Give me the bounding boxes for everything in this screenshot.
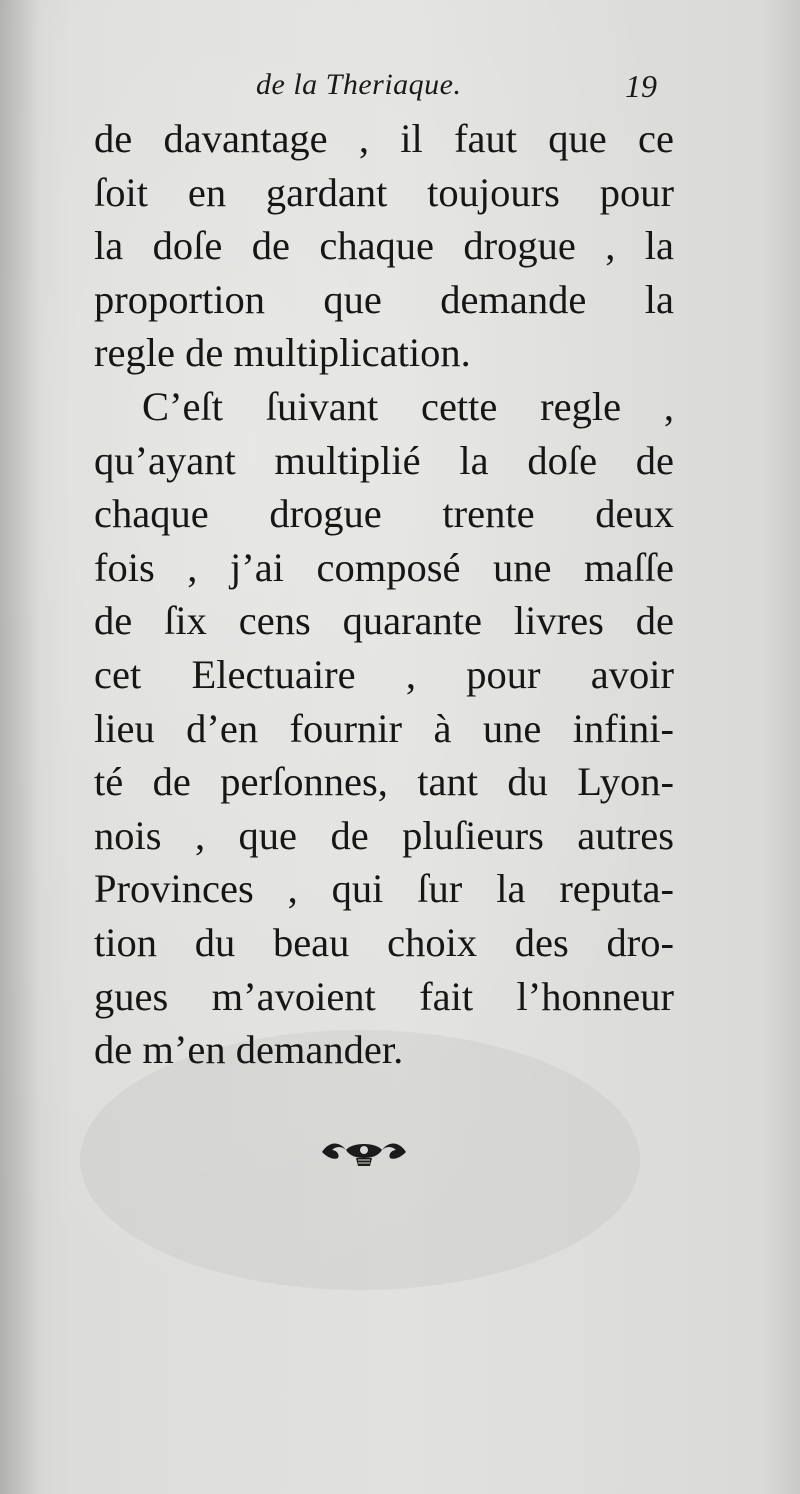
text-line: té de perſonnes, tant du Lyon- [94,759,674,805]
text-line: chaque drogue trente deux [94,491,674,537]
text-line: ſoit en gardant toujours pour [94,169,674,215]
text-line: C’eſt ſuivant cette regle , [142,383,674,429]
text-line: gues m’avoient fait l’honneur [94,973,674,1019]
text-line: nois , que de pluſieurs autres [94,812,674,858]
text-line: de davantage , il faut que ce [94,116,674,161]
text-line: la doſe de chaque drogue , la [94,223,674,269]
text-line: de m’en demander. [94,1027,404,1073]
text-line: fois , j’ai composé une maſſe [94,544,674,590]
body-text [94,112,674,1077]
text-line: regle de multiplication. [94,330,471,376]
running-head: de la Theriaque. [256,68,462,101]
text-line: Provinces , qui ſur la reputa- [94,866,674,912]
page-number: 19 [625,68,657,104]
text-line: de ſix cens quarante livres de [94,598,674,644]
fleuron-ornament-icon [318,1130,410,1174]
text-line: cet Electuaire , pour avoir [94,651,674,697]
text-line: tion du beau choix des dro- [94,919,674,965]
text-line: lieu d’en fournir à une infini- [94,705,674,751]
spine-shadow [0,0,40,1494]
text-line: qu’ayant multiplié la doſe de [94,437,674,483]
text-line: proportion que demande la [94,276,674,322]
